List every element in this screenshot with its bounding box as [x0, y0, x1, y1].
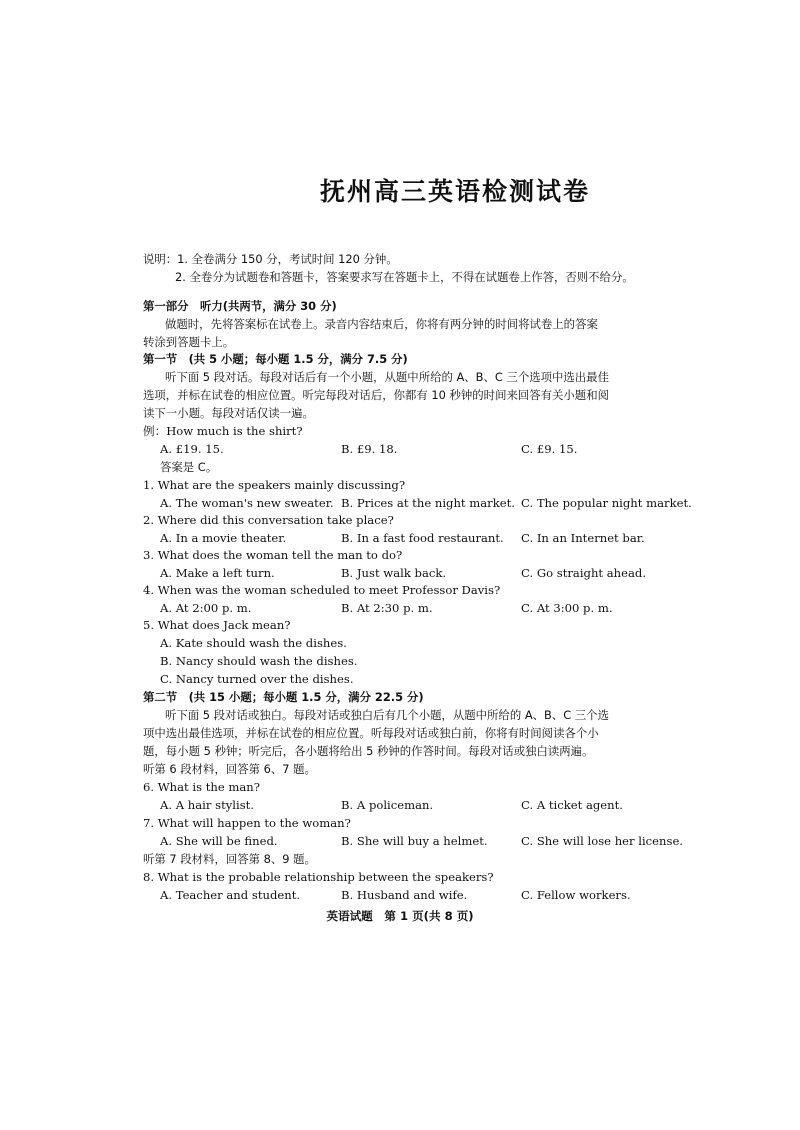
question-5: 5. What does Jack mean? — [143, 618, 291, 632]
part1-intro-2: 转涂到答题卡上。 — [143, 335, 235, 349]
question-2: 2. Where did this conversation take place? — [143, 513, 394, 527]
material-6: 听第 6 段材料，回答第 6、7 题。 — [143, 762, 316, 776]
example-question: 例：How much is the shirt? — [143, 424, 303, 438]
section1-intro-1: 听下面 5 段对话。每段对话后有一个小题，从题中所给的 A、B、C 三个选项中选出最佳 — [165, 370, 609, 384]
question-1-option-b: B. Prices at the night market. — [341, 496, 515, 510]
question-3-option-c: C. Go straight ahead. — [521, 566, 647, 580]
part1-heading: 第一部分 听力(共两节，满分 30 分) — [143, 299, 337, 313]
question-5-option-a: A. Kate should wash the dishes. — [160, 636, 347, 650]
question-3: 3. What does the woman tell the man to do? — [143, 548, 403, 562]
question-4: 4. When was the woman scheduled to meet Professor Davis? — [143, 583, 501, 597]
note-line-2: 2. 全卷分为试题卷和答题卡，答案要求写在答题卡上，不得在试题卷上作答，否则不给分。 — [175, 270, 634, 284]
question-6-option-c: C. A ticket agent. — [521, 798, 623, 812]
page-footer: 英语试题 第 1 页(共 8 页) — [326, 909, 474, 923]
section1-intro-3: 读下一小题。每段对话仅读一遍。 — [143, 406, 314, 420]
section2-heading: 第二节 (共 15 小题；每小题 1.5 分，满分 22.5 分) — [143, 690, 424, 704]
material-7: 听第 7 段材料，回答第 8、9 题。 — [143, 852, 316, 866]
question-2-option-b: B. In a fast food restaurant. — [341, 531, 504, 545]
question-8-option-b: B. Husband and wife. — [341, 888, 468, 902]
question-6-option-a: A. A hair stylist. — [160, 798, 254, 812]
part1-intro-1: 做题时，先将答案标在试卷上。录音内容结束后，你将有两分钟的时间将试卷上的答案 — [165, 317, 598, 331]
section2-intro-1: 听下面 5 段对话或独白。每段对话或独白后有几个小题，从题中所给的 A、B、C 三个选 — [165, 708, 609, 722]
question-5-option-c: C. Nancy turned over the dishes. — [160, 672, 354, 686]
question-8-option-c: C. Fellow workers. — [521, 888, 631, 902]
question-8-option-a: A. Teacher and student. — [160, 888, 301, 902]
question-4-option-a: A. At 2:00 p. m. — [160, 601, 252, 615]
question-4-option-c: C. At 3:00 p. m. — [521, 601, 613, 615]
question-8: 8. What is the probable relationship between the speakers? — [143, 870, 494, 884]
question-7-option-c: C. She will lose her license. — [521, 834, 683, 848]
section2-intro-3: 题，每小题 5 秒钟；听完后，各小题将给出 5 秒钟的作答时间。每段对话或独白读两遍。 — [143, 744, 594, 758]
note-line-1: 说明：1. 全卷满分 150 分，考试时间 120 分钟。 — [143, 252, 398, 266]
example-option-b: B. £9. 18. — [341, 442, 398, 456]
section1-heading: 第一节 (共 5 小题；每小题 1.5 分，满分 7.5 分) — [143, 352, 408, 366]
question-7: 7. What will happen to the woman? — [143, 816, 351, 830]
question-3-option-a: A. Make a left turn. — [160, 566, 275, 580]
question-7-option-a: A. She will be fined. — [160, 834, 278, 848]
question-2-option-a: A. In a movie theater. — [160, 531, 287, 545]
question-1-option-c: C. The popular night market. — [521, 496, 692, 510]
question-6-option-b: B. A policeman. — [341, 798, 434, 812]
question-7-option-b: B. She will buy a helmet. — [341, 834, 488, 848]
question-3-option-b: B. Just walk back. — [341, 566, 447, 580]
example-answer: 答案是 C。 — [160, 460, 218, 474]
question-1-option-a: A. The woman's new sweater. — [160, 496, 334, 510]
question-4-option-b: B. At 2:30 p. m. — [341, 601, 433, 615]
section1-intro-2: 选项，并标在试卷的相应位置。听完每段对话后，你都有 10 秒钟的时间来回答有关小题和阅 — [143, 388, 609, 402]
example-option-c: C. £9. 15. — [521, 442, 578, 456]
exam-title: 抚州高三英语检测试卷 — [319, 177, 590, 206]
question-5-option-b: B. Nancy should wash the dishes. — [160, 654, 358, 668]
section2-intro-2: 项中选出最佳选项，并标在试卷的相应位置。听每段对话或独白前，你将有时间阅读各个小 — [143, 726, 599, 740]
example-option-a: A. £19. 15. — [160, 442, 224, 456]
question-6: 6. What is the man? — [143, 780, 260, 794]
question-2-option-c: C. In an Internet bar. — [521, 531, 645, 545]
question-1: 1. What are the speakers mainly discussing? — [143, 478, 406, 492]
